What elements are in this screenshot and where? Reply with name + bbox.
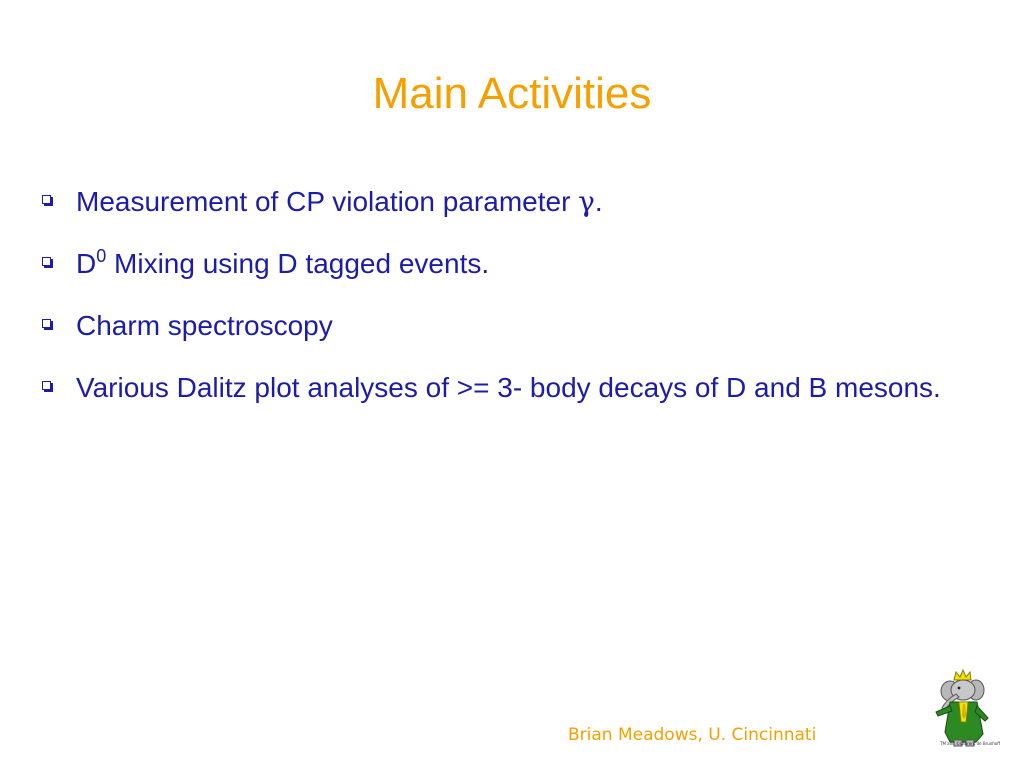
superscript: 0 [96,246,107,266]
square-bullet-icon [42,319,51,328]
bullet-item [40,176,1000,228]
bullet-text: Various Dalitz plot analyses of >= 3- body decays of D and B mesons. [76,372,941,403]
bullet-item [40,362,1000,414]
bullet-text: $D^0$ Mixing using D tagged events. [76,246,490,279]
bullet-item [40,238,1000,290]
square-bullet-icon [42,381,51,390]
slide-title: Main Activities [372,69,652,118]
logo-credit: TM and ©Laurent de Brunhoff [940,741,1001,746]
square-bullet-icon [42,257,51,266]
gamma-symbol: γ [578,185,595,218]
bullet-list [40,176,1000,424]
bullet-item [40,300,1000,352]
square-bullet-icon [42,195,51,204]
bullet-text: Charm spectroscopy [76,310,333,341]
babar-elephant-icon [928,666,1014,750]
footer-author: Brian Meadows, U. Cincinnati [568,725,817,745]
bullet-text: Measurement of CP violation parameter γ. [76,185,603,218]
